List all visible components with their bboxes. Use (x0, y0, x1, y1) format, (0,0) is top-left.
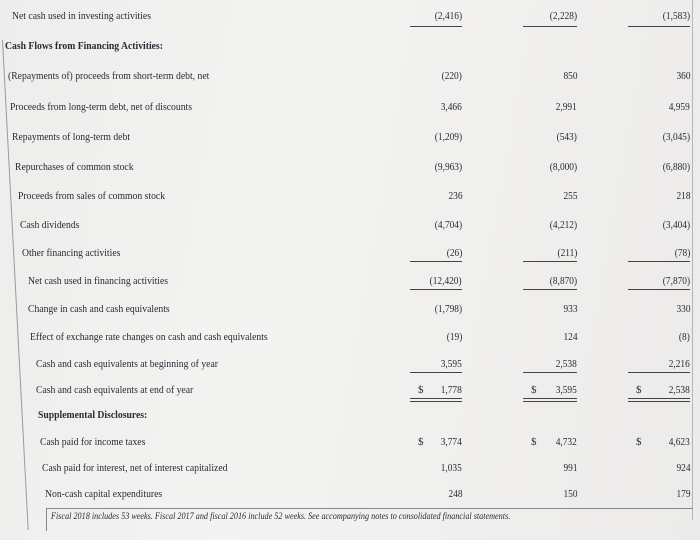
value-col-3: (8) (679, 331, 690, 343)
value-col-2: 933 (562, 303, 577, 315)
currency-symbol: $ (418, 384, 424, 396)
value-col-1: (9,963) (434, 161, 462, 173)
table-row (0, 303, 700, 321)
row-label: Supplemental Disclosures: (38, 409, 148, 421)
value-col-3: 360 (675, 70, 690, 82)
value-col-1: 3,466 (440, 101, 462, 113)
currency-symbol: $ (636, 436, 642, 448)
table-row (0, 331, 700, 349)
value-col-3: 330 (675, 303, 690, 315)
table-row (0, 10, 700, 28)
currency-symbol: $ (636, 384, 642, 396)
value-col-2: (543) (556, 131, 577, 143)
footnote-box (46, 508, 693, 531)
value-col-1: 1,778 (440, 384, 462, 396)
value-col-3: 4,959 (668, 101, 690, 113)
value-col-1: 3,774 (440, 436, 462, 448)
underline (523, 261, 577, 262)
value-col-1: 248 (447, 488, 462, 500)
row-label: Cash Flows from Financing Activities: (5, 40, 163, 52)
value-col-1: (1,798) (434, 303, 462, 315)
row-label: Cash paid for income taxes (40, 436, 146, 448)
underline (628, 289, 690, 290)
currency-symbol: $ (531, 384, 537, 396)
underline (410, 261, 462, 262)
underline (628, 261, 690, 262)
row-label: Cash paid for interest, net of interest capitalized (42, 462, 228, 474)
value-col-3: 4,623 (668, 436, 690, 448)
value-col-2: (2,228) (549, 10, 577, 22)
value-col-3: (7,870) (662, 275, 690, 287)
value-col-1: (1,209) (434, 131, 462, 143)
row-label: Cash and cash equivalents at end of year (36, 384, 194, 396)
value-col-2: (4,212) (549, 219, 577, 231)
table-row (0, 70, 700, 88)
value-col-3: (3,045) (662, 131, 690, 143)
table-row (0, 131, 700, 149)
row-label: Effect of exchange rate changes on cash and cash equivalents (30, 331, 268, 343)
value-col-2: (8,870) (549, 275, 577, 287)
value-col-1: 3,595 (440, 358, 462, 370)
underline (410, 289, 462, 290)
underline (410, 372, 462, 373)
row-label: Other financing activities (22, 247, 121, 259)
double-underline (523, 398, 577, 402)
row-label: Repurchases of common stock (15, 161, 134, 173)
value-col-1: (19) (446, 331, 462, 343)
section-heading (0, 40, 700, 58)
value-col-1: (2,416) (434, 10, 462, 22)
value-col-1: (26) (446, 247, 462, 259)
table-row (0, 101, 700, 119)
row-label: Net cash used in investing activities (12, 10, 151, 22)
value-col-3: 218 (675, 190, 690, 202)
table-row (0, 436, 700, 454)
value-col-1: (4,704) (434, 219, 462, 231)
table-row (0, 384, 700, 402)
value-col-3: (1,583) (662, 10, 690, 22)
table-row (0, 488, 700, 506)
value-col-2: 991 (562, 462, 577, 474)
table-row (0, 247, 700, 265)
value-col-2: 2,538 (555, 358, 577, 370)
underline (628, 372, 690, 373)
table-row (0, 161, 700, 179)
value-col-3: 2,538 (668, 384, 690, 396)
underline (523, 289, 577, 290)
underline (410, 26, 462, 27)
value-col-3: 2,216 (668, 358, 690, 370)
footnote: Fiscal 2018 includes 53 weeks. Fiscal 2017 and fiscal 2016 include 52 weeks. See accompanying notes to consolidated financial statements. (51, 512, 511, 522)
value-col-2: 150 (562, 488, 577, 500)
value-col-2: 124 (562, 331, 577, 343)
value-col-2: 255 (562, 190, 577, 202)
value-col-1: 1,035 (440, 462, 462, 474)
value-col-2: (211) (557, 247, 577, 259)
value-col-3: (3,404) (662, 219, 690, 231)
table-row (0, 462, 700, 480)
value-col-2: 2,991 (555, 101, 577, 113)
value-col-2: 850 (562, 70, 577, 82)
value-col-3: 924 (675, 462, 690, 474)
double-underline (628, 398, 690, 402)
value-col-2: 4,732 (555, 436, 577, 448)
underline (628, 26, 690, 27)
value-col-1: (220) (441, 70, 462, 82)
row-label: Proceeds from long-term debt, net of discounts (10, 101, 193, 113)
row-label: (Repayments of) proceeds from short-term debt, net (8, 70, 210, 82)
row-label: Change in cash and cash equivalents (28, 303, 170, 315)
row-label: Cash and cash equivalents at beginning of year (36, 358, 218, 370)
table-row (0, 275, 700, 293)
row-label: Cash dividends (20, 219, 80, 231)
value-col-2: 3,595 (555, 384, 577, 396)
underline (523, 372, 577, 373)
currency-symbol: $ (531, 436, 537, 448)
value-col-3: 179 (675, 488, 690, 500)
table-row (0, 358, 700, 376)
value-col-1: (12,420) (430, 275, 462, 287)
table-row (0, 190, 700, 208)
double-underline (410, 398, 462, 402)
row-label: Net cash used in financing activities (28, 275, 169, 287)
underline (523, 26, 577, 27)
value-col-1: 236 (447, 190, 462, 202)
row-label: Non-cash capital expenditures (45, 488, 163, 500)
currency-symbol: $ (418, 436, 424, 448)
value-col-3: (78) (674, 247, 690, 259)
table-row (0, 219, 700, 237)
row-label: Repayments of long-term debt (12, 131, 131, 143)
value-col-3: (6,880) (662, 161, 690, 173)
value-col-2: (8,000) (549, 161, 577, 173)
row-label: Proceeds from sales of common stock (18, 190, 166, 202)
section-heading (0, 409, 700, 427)
